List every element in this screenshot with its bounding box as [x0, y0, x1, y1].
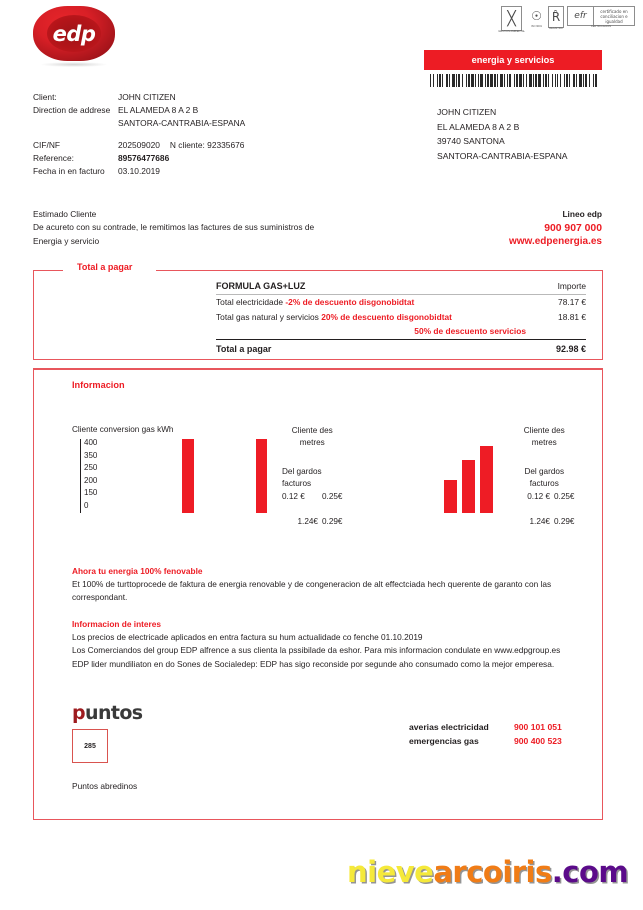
watermark-part-2: arcoiris: [433, 855, 552, 889]
chart-1-axis: [80, 439, 81, 513]
chart-gas-conversion: [72, 425, 174, 510]
value-right: 0.25€: [554, 491, 575, 501]
renewable-block: [72, 565, 592, 605]
chart-2-value-row: [282, 491, 343, 503]
reference-label: Reference:: [33, 153, 74, 164]
informacion-box: [33, 368, 603, 820]
desc-text: Total gas natural y servicios: [216, 312, 319, 322]
tick-label: 0: [84, 500, 89, 510]
interes-line-1: Los precios de electricade aplicados en entra factura su hum actualidade co fenche 01.10.2019: [72, 632, 423, 643]
mail-line-1: EL ALAMEDA 8 A 2 B: [437, 121, 520, 132]
aenor-cert-icon: ╳: [501, 6, 522, 31]
chart-3-bar-2: [462, 460, 475, 513]
informacion-title: Informacion: [72, 380, 125, 390]
greeting-line-1: Estimado Cliente: [33, 209, 97, 219]
row-description-gas: [216, 312, 532, 322]
greeting-block: [33, 208, 314, 248]
cif-row: [33, 139, 245, 152]
address-row: [33, 104, 245, 117]
client-row: [33, 91, 245, 104]
row-description-electricidade: [216, 297, 532, 307]
emergency-number[interactable]: 900 400 523: [514, 736, 562, 746]
puntos-caption: Puntos abredinos: [72, 781, 138, 791]
fecha-row: [33, 165, 245, 178]
certification-badges: ╳ GESTION AMBIENTAL ☉ ISO 9001 R̂ REGISTRO efr certificado en conciliacion e igualdad CERTIFICACION: [498, 6, 635, 34]
desc-discount-note: -2% de descuento disgonobidtat: [285, 297, 415, 307]
chart-1-bar: [182, 439, 194, 513]
puntos-value: 285: [84, 742, 96, 750]
watermark-part-3: .com: [551, 855, 629, 889]
tick-label: 250: [84, 463, 98, 473]
total-amount: 92.98 €: [555, 343, 586, 354]
chart-3-value-row: [514, 491, 575, 503]
table-row: [216, 310, 586, 325]
iso-cert-icon: ☉: [528, 6, 545, 26]
client-name: JOHN CITIZEN: [118, 92, 176, 102]
puntos-block: [72, 702, 143, 791]
chart-3-labels: [514, 425, 575, 528]
greeting-line-3: Energia y servicio: [33, 235, 100, 246]
renewable-body: Et 100% de turttoprocede de faktura de energia renovable y de congeneracion de alt effectciada hech querente de garanto con las correspondant.: [72, 579, 552, 603]
reference-value: 89576477686: [118, 153, 170, 164]
value-right: 0.25€: [322, 491, 343, 501]
interes-block: [72, 618, 592, 671]
value-right: 0.29€: [554, 517, 575, 527]
emergency-row: [409, 734, 562, 748]
chart-3-bar-1: [444, 480, 457, 513]
interes-line-2: Los Comerciandos del group EDP alfrence a sus clienta la pssibilade da eshor. Para mis informacion condulate en www.edpgroup.es: [72, 645, 561, 656]
chart-2-title: Cliente des metres: [291, 426, 333, 448]
emergency-contacts: [409, 720, 562, 748]
chart-3-bars: [444, 439, 496, 513]
contact-label: Lineo edp: [562, 209, 602, 219]
efr-quality-icon: certificado en conciliacion e igualdad: [594, 7, 634, 25]
client-details-block: [33, 91, 245, 179]
value-left: 0.12 €: [282, 491, 305, 501]
puntos-logo: [72, 702, 143, 724]
barcode: [430, 74, 600, 87]
cif-label: CIF/NF: [33, 140, 60, 151]
address-label-empty: [33, 117, 118, 130]
desc-text: Total electricidade: [216, 297, 284, 307]
value-left: 0.12 €: [527, 491, 550, 501]
contact-block: [509, 208, 602, 249]
edp-logo: [33, 6, 115, 66]
value-left: 1.24€: [297, 517, 318, 527]
total-a-pagar-box: [33, 262, 603, 360]
interes-line-3: EDP lider mundiliaton en do Sones de Socialedep: EDP has sigo reconside por segunde aho consumado como la mejor emperesa.: [72, 658, 555, 669]
table-header-row: [216, 278, 586, 295]
interes-heading: Informacion de interes: [72, 619, 161, 629]
desc-discount-note: 20% de descuento disgonobidtat: [321, 312, 452, 322]
chart-2-value-row: [282, 516, 343, 528]
emergency-label: averias electricidad: [409, 722, 489, 732]
efr-cert-icon: efr: [568, 7, 594, 25]
table-total-row: [216, 339, 586, 357]
address-line-1: EL ALAMEDA 8 A 2 B: [118, 105, 199, 116]
fecha-value: 03.10.2019: [118, 166, 160, 177]
chart-3-value-row: [514, 516, 575, 528]
renewable-heading: Ahora tu energia 100% fenovable: [72, 566, 203, 576]
emergency-number[interactable]: 900 101 051: [514, 722, 562, 732]
cif-value: 202509020: [118, 140, 160, 151]
client-label: Client:: [33, 92, 57, 102]
tick-label: 200: [84, 475, 98, 485]
chart-3-subtitle: Del gardos facturos: [524, 466, 565, 489]
edp-logo-text: edp: [52, 21, 96, 46]
watermark-part-1: nieve: [347, 855, 434, 889]
total-a-pagar-title: Total a pagar: [72, 262, 137, 272]
chart-2-bar: [256, 439, 267, 513]
client-number: N cliente: 92335676: [169, 140, 245, 151]
column-header-description: FORMULA GAS+LUZ: [216, 280, 306, 291]
value-right: 0.29€: [322, 517, 343, 527]
table-row: [216, 295, 586, 310]
chart-3-title: Cliente des metres: [523, 426, 565, 448]
tick-label: 150: [84, 488, 98, 498]
reference-row: [33, 152, 245, 165]
fecha-label: Fecha in en facturo: [33, 166, 105, 177]
chart-2-subtitle: Del gardos facturos: [282, 466, 322, 489]
chart-3-bar-3: [480, 446, 493, 513]
column-header-amount: Importe: [557, 280, 586, 291]
total-label: Total a pagar: [216, 343, 272, 354]
emergency-label: emergencias gas: [409, 736, 479, 746]
mailing-address-block: [437, 105, 568, 163]
charts-area: [34, 425, 604, 535]
tick-label: 350: [84, 450, 98, 460]
charges-table: [216, 278, 586, 356]
address-row-2: [33, 117, 245, 130]
contact-website-link[interactable]: www.edpenergia.es: [509, 236, 602, 248]
watermark: [347, 855, 628, 889]
brand-band: energia y servicios: [424, 50, 602, 70]
edp-logo-shadow: [41, 62, 107, 67]
puntos-logo-rest: untos: [85, 702, 143, 724]
emergency-row: [409, 720, 562, 734]
mail-name: JOHN CITIZEN: [437, 107, 497, 117]
chart-1-title: Cliente conversion gas kWh: [72, 425, 174, 434]
tick-label: 400: [84, 438, 98, 447]
mail-line-3: SANTORA-CANTRABIA-ESPANA: [437, 150, 568, 161]
r-cert-icon: R̂: [548, 6, 564, 28]
puntos-logo-p: p: [72, 702, 86, 724]
puntos-value-box: [72, 729, 108, 763]
value-left: 1.24€: [529, 517, 550, 527]
row-amount: 18.81 €: [558, 312, 586, 322]
mail-line-2: 39740 SANTONA: [437, 136, 505, 147]
extra-discount-note: 50% de descuento servicios: [414, 325, 526, 336]
chart-2-labels: [282, 425, 343, 528]
chart-1-ticks: [84, 437, 97, 513]
greeting-line-2: De acureto con su contrade, le remitimos las factures de sus suministros de: [33, 222, 315, 233]
contact-phone[interactable]: 900 907 000: [544, 222, 602, 234]
row-amount: 78.17 €: [558, 297, 586, 307]
address-label: Direction de addrese: [33, 105, 111, 116]
address-line-2: SANTORA-CANTRABIA-ESPANA: [118, 118, 246, 129]
